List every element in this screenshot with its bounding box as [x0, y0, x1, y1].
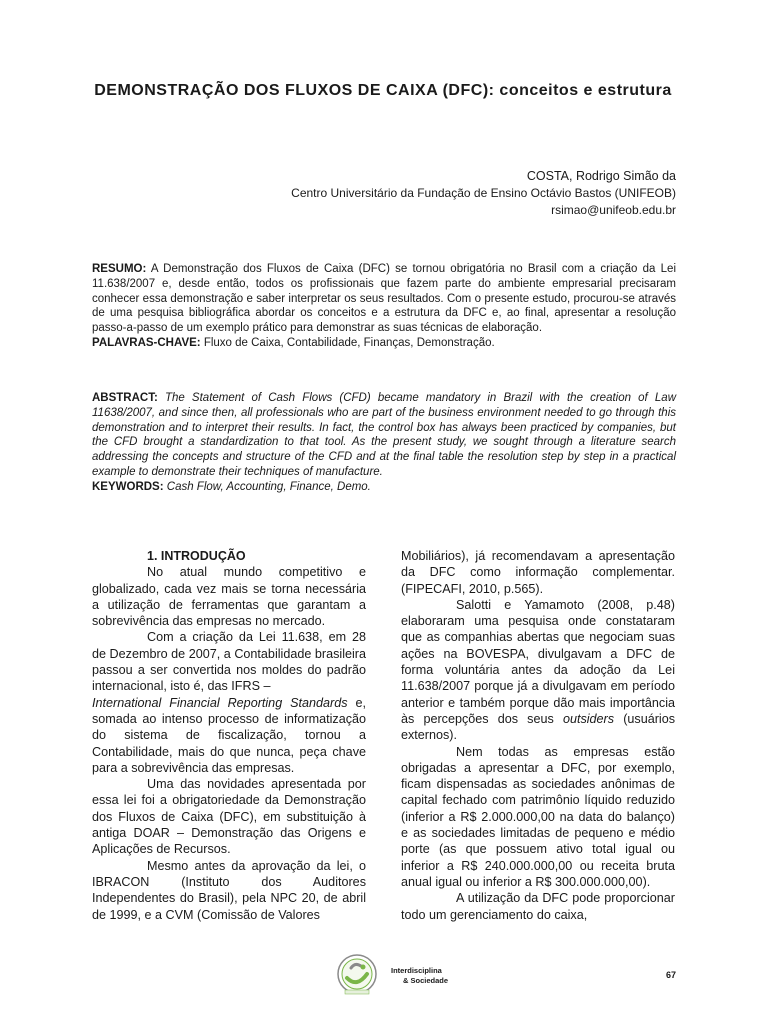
section-heading: 1. INTRODUÇÃO: [147, 549, 246, 563]
author-block: [291, 168, 676, 219]
paragraph: Uma das novidades apresentada por essa lei foi a obrigatoriedade da Demonstração dos Fluxos de Caixa (DFC), em substituição à antiga DOAR – Demonstração das Origens e Aplicações de Recursos.: [92, 777, 366, 857]
paper-title: DEMONSTRAÇÃO DOS FLUXOS DE CAIXA (DFC): conceitos e estrutura: [94, 82, 672, 99]
page-number: 67: [665, 970, 676, 980]
abstract-label: ABSTRACT:: [92, 392, 158, 404]
abstract-paragraph: [92, 391, 676, 480]
paragraph: Mesmo antes da aprovação da lei, o IBRACON (Instituto dos Auditores Independentes do Brasil), pela NPC 20, de abril de 1999, e a CVM (Comissão de Valores: [92, 858, 366, 922]
journal-name: [391, 966, 448, 986]
paragraph-text: (usuários externos).: [401, 711, 675, 743]
paragraph-text: e, somada ao intenso processo de informatização do sistema de fiscalização, tornou a Contabilidade, mais do que nunca, peça chave para a sobrevivência das empresas.: [92, 695, 366, 775]
author-email[interactable]: rsimao@unifeob.edu.br: [551, 203, 676, 217]
journal-logo-icon: [331, 952, 383, 996]
paragraph: A utilização da DFC pode proporcionar todo um gerenciamento do caixa,: [401, 891, 675, 922]
keywords: [92, 480, 676, 495]
journal-line-2: & Sociedade: [403, 976, 449, 985]
paragraph-text: Com a criação da Lei 11.638, em 28 de Dezembro de 2007, a Contabilidade brasileira passou a ser convertida nos moldes do padrão internacional, isto é, das IFRS –: [92, 630, 366, 694]
outsiders-term: outsiders: [562, 711, 615, 726]
right-column: [401, 548, 675, 923]
palavras-chave: [92, 336, 676, 351]
paragraph: [401, 597, 675, 744]
ifrs-term: International Financial Reporting Standards: [92, 695, 348, 710]
abstract-block: [92, 391, 676, 495]
abstract-text: The Statement of Cash Flows (CFD) became mandatory in Brazil with the creation of Law 11638/2007, and since then, all professionals who are part of the business environment needed to go through this demonstration and to interpret their results. In fact, the control box has always been practiced by companies, but the CFD brought a standardization to that tool. As the present study, we sought through a literature search addressing the concepts and structure of the CFD and at the final table the resolution step by step in a practical example to demonstrate their techniques of manufacture.: [92, 392, 676, 478]
left-column: [92, 548, 366, 923]
resumo-block: [92, 262, 676, 351]
journal-line-1: Interdisciplina: [391, 966, 442, 975]
paragraph: [92, 629, 366, 776]
author-name: COSTA, Rodrigo Simão da: [526, 169, 676, 183]
paragraph: Nem todas as empresas estão obrigadas a apresentar a DFC, por exemplo, ficam dispensadas as sociedades anônimas de capital fechado com patrimônio líquido reduzido (inferior a R$ 2.000.000,00 na data do balanço) e as sociedades limitadas de pequeno e médio porte (as que possuem ativo total igual ou inferior a R$ 240.000.000,00 ou receita bruta anual igual ou inferior a R$ 300.000.000,00).: [401, 744, 675, 889]
paragraph: No atual mundo competitivo e globalizado, cada vez mais se torna necessária a utilização de ferramentas que garantam a sobrevivência das empresas no mercado.: [92, 565, 366, 629]
palavras-chave-text: Fluxo de Caixa, Contabilidade, Finanças, Demonstração.: [203, 336, 495, 349]
palavras-chave-label: PALAVRAS-CHAVE:: [92, 336, 201, 349]
resumo-text: A Demonstração dos Fluxos de Caixa (DFC) se tornou obrigatória no Brasil com a criação da Lei 11.638/2007 e, desde então, todos os profissionais que fazem parte do ambiente empresarial precisaram conhecer essa demonstração e saber interpretar os seus resultados. Com o presente estudo, procurou-se através de uma pesquisa bibliográfica abordar os conceitos e a estrutura da DFC e, ao final, apresentar a resolução passo-a-passo de um exemplo prático para demonstrar as suas técnicas de elaboração.: [92, 263, 677, 335]
paragraph-continuation: Mobiliários), já recomendavam a apresentação da DFC como informação complementar. (FIPECAFI, 2010, p.565).: [401, 549, 675, 596]
keywords-label: KEYWORDS:: [92, 480, 164, 493]
resumo-label: RESUMO:: [92, 263, 147, 275]
keywords-text: Cash Flow, Accounting, Finance, Demo.: [166, 480, 371, 493]
paragraph-text: Salotti e Yamamoto (2008, p.48) elaboraram uma pesquisa onde constataram que as companhias abertas que negociam suas ações na BOVESPA, divulgavam a DFC de forma voluntária antes da adoção da Lei 11.638/2007 porque já a divulgavam em período anterior e também porque dão mais importância às percepções dos seus: [401, 597, 675, 726]
resumo-paragraph: [92, 262, 676, 336]
author-affiliation: Centro Universitário da Fundação de Ensino Octávio Bastos (UNIFEOB): [291, 186, 676, 200]
